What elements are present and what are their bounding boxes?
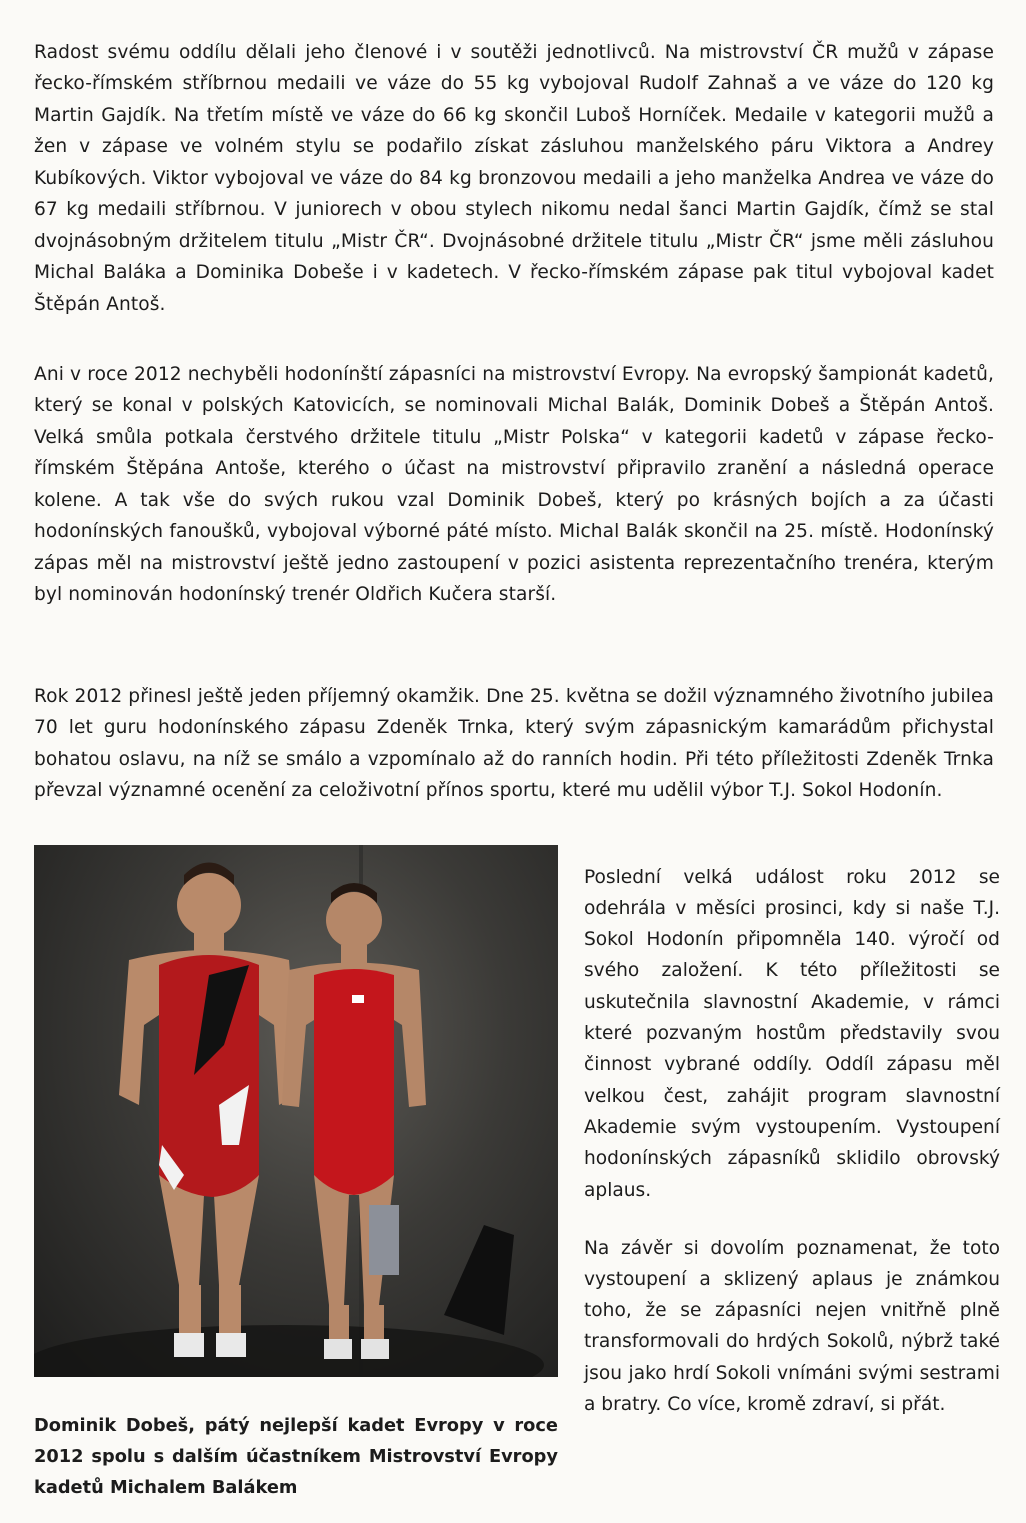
photo-caption: Dominik Dobeš, pátý nejlepší kadet Evropy v roce 2012 spolu s dalším účastníkem Mistrovství Evropy kadetů Michalem Balákem (34, 1414, 558, 1498)
wrestlers-photo (34, 845, 558, 1377)
paragraph-conclusion: Na závěr si dovolím poznamenat, že toto vystoupení a sklizený aplaus je známkou toho, že se zápasníci nejen vnitřně plně transformovali do hrdých Sokolů, nýbrž také jsou jako hrdí Sokoli vnímáni svými sestrami a bratry. Co více, kromě zdraví, si přát. (584, 1237, 1000, 1416)
paragraph-anniversary: Poslední velká událost roku 2012 se odehrála v měsíci prosinci, kdy si naše T.J. Sokol Hodonín připomněla 140. výročí od svého založení. K této příležitosti se uskutečnila slavnostní Akademie, v rámci které pozvaným hostům představily svou činnost vybrané oddíly. Oddíl zápasu měl velkou čest, zahájit program slavnostní Akademie svým vystoupením. Vystoupení hodonínských zápasníků sklidilo obrovský aplaus. (584, 866, 1000, 1201)
paragraph-jubilee: Rok 2012 přinesl ještě jeden příjemný okamžik. Dne 25. května se dožil významného životního jubilea 70 let guru hodonínského zápasu Zdeněk Trnka, který svým zápasnickým kamarádům přichystal bohatou oslavu, na níž se smálo a vzpomínalo až do ranních hodin. Při této příležitosti Zdeněk Trnka převzal významné ocenění za celoživotní přínos sportu, které mu udělil výbor T.J. Sokol Hodonín. (34, 685, 994, 802)
wrestler-left (119, 863, 299, 1358)
wrestlers-illustration (34, 845, 558, 1377)
paragraph-european-championship: Ani v roce 2012 nechyběli hodonínští zápasníci na mistrovství Evropy. Na evropský šampionát kadetů, který se konal v polských Katovicích, se nominovali Michal Balák, Dominik Dobeš a Štěpán Antoš. Velká smůla potkala čerstvého držitele titulu „Mistr Polska“ v kategorii kadetů v zápase řecko-římském Štěpána Antoše, kterého o účast na mistrovství připravilo zranění a následná operace kolene. A tak vše do svých rukou vzal Dominik Dobeš, který po krásných bojích a za účasti hodonínských fanoušků, vybojoval výborné páté místo. Michal Balák skončil na 25. místě. Hodonínský zápas měl na mistrovství ještě jedno zastoupení v pozici asistenta reprezentačního trenéra, kterým byl nominován hodonínský trenér Oldřich Kučera starší. (34, 363, 994, 606)
wrestler-right (282, 883, 426, 1359)
paragraph-championship-results: Radost svému oddílu dělali jeho členové i v soutěži jednotlivců. Na mistrovství ČR mužů v zápase řecko-římském stříbrnou medaili ve váze do 55 kg vybojoval Rudolf Zahnaš a ve váze do 120 kg Martin Gajdík. Na třetím místě ve váze do 66 kg skončil Luboš Horníček. Medaile v kategorii mužů a žen v zápase ve volném stylu se podařilo získat zásluhou manželského páru Viktora a Andrey Kubíkových. Viktor vybojoval ve váze do 84 kg bronzovou medaili a jeho manželka Andrea ve váze do 67 kg medaili stříbrnou. V juniorech v obou stylech nikomu nedal šanci Martin Gajdík, čímž se stal dvojnásobným držitelem titulu „Mistr ČR“. Dvojnásobné držitele titulu „Mistr ČR“ jsme měli zásluhou Michal Baláka a Dominika Dobeše i v kadetech. V řecko-římském zápase pak titul vybojoval kadet Štěpán Antoš. (34, 41, 994, 315)
